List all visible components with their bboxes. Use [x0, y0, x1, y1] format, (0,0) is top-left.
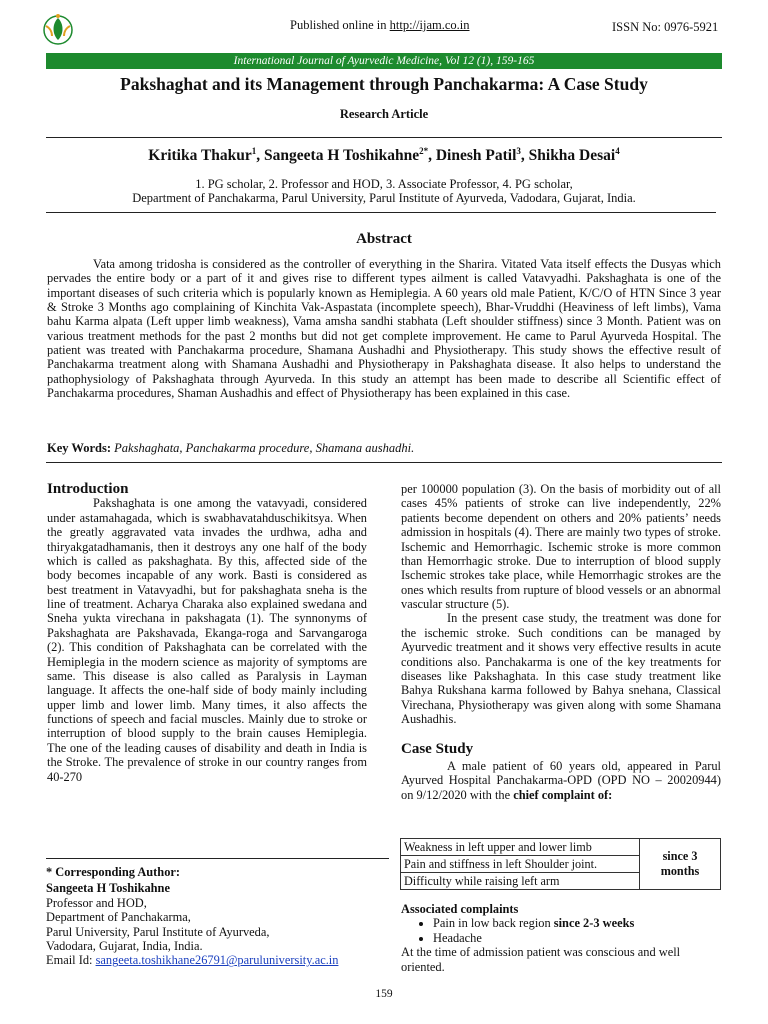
case-study-closing: At the time of admission patient was conscious and well oriented.: [401, 945, 681, 974]
divider: [46, 462, 722, 463]
author-sup: 1: [251, 146, 257, 156]
keywords: [47, 441, 414, 456]
published-online: [290, 18, 470, 33]
complaint-cell: Difficulty while raising left arm: [401, 873, 640, 890]
right-column: [401, 482, 721, 802]
journal-link[interactable]: http://ijam.co.in: [389, 18, 470, 32]
divider: [46, 137, 722, 138]
affiliations: [0, 177, 768, 205]
corresponding-email: [46, 953, 389, 967]
corresponding-line: Parul University, Parul Institute of Ayurveda,: [46, 924, 270, 939]
complaint-cell: Weakness in left upper and lower limb: [401, 839, 640, 856]
associated-complaints: [401, 902, 721, 974]
affiliation-line: Department of Panchakarma, Parul University, Parul Institute of Ayurveda, Vadodara, Gujarat, India.: [132, 191, 636, 205]
case-study-intro-bold: chief complaint of:: [513, 787, 613, 802]
divider: [46, 212, 716, 213]
corresponding-line: Department of Panchakarma,: [46, 910, 191, 925]
associated-list: [401, 916, 721, 945]
corresponding-heading: * Corresponding Author:: [46, 865, 181, 879]
associated-heading: Associated complaints: [401, 902, 519, 916]
duration-cell: since 3 months: [640, 839, 721, 890]
abstract-text: Vata among tridosha is considered as the controller of everything in the Sharira. Vitated Vata itself effects the Dusyas which pervades the entire body or a part of it and gives rise to different types ailment is called Vatavyadhi. Pakshaghata is one of the important diseases of such criteria which is popularly known as Hemiplegia. A 60 years old male Patient, K/C/O of HTN Since 3 year & Stroke 3 Months ago complaining of Kinchita Vak-Aspastata (incomplete speech), Bhar-Vruddhi (Heaviness of left limbs), Vama bahu Karma alpata (Left upper limb weakness), Vama amsha sandhi stabhata (Left shoulder stiffness) since 3 Month. Patient was on various treatment methods for the past 2 months but did not get complete improvement. He came to Parul Ayurveda Hospital. The patient was treated with Panchakarma procedure, Shamana Aushadhi and Physiotherapy. This study shows the effective result of Panchakarma treatment along with Shamana Aushadhi and Physiotherapy in Pakshaghata disease. It also helps to understand the pathophysiology of Pakshaghata through Ayurveda. In this study an attempt has been made to describe all Scientific effect of Panchakarma procedures, Shaman Aushadhis and effect of Physiotherapy has been explained in this case.: [47, 257, 721, 401]
corresponding-author: [46, 858, 389, 968]
published-prefix: Published online in: [290, 18, 390, 32]
chief-complaints-table: [400, 838, 721, 890]
author-sup: 4: [615, 146, 620, 156]
journal-logo-icon: [38, 12, 78, 48]
complaint-cell: Pain and stiffness in left Shoulder joint.: [401, 856, 640, 873]
keywords-label: Key Words:: [47, 441, 115, 455]
list-item-bold: since 2-3 weeks: [553, 916, 635, 931]
left-column: [47, 482, 367, 784]
case-study-intro-text: A male patient of 60 years old, appeared in Parul Ayurved Hospital Panchakarma-OPD (OPD NO – 20020944) on 9/12/2020 with the: [401, 758, 721, 802]
author-sep: ,: [256, 147, 265, 165]
table-row: [401, 839, 721, 856]
list-item: [433, 916, 721, 930]
issn: ISSN No: 0976-5921: [612, 20, 719, 34]
introduction-heading: Introduction: [47, 481, 129, 497]
abstract-heading: Abstract: [356, 231, 412, 247]
corresponding-name: Sangeeta H Toshikahne: [46, 881, 170, 896]
intro-paragraph: per 100000 population (3). On the basis of morbidity out of all cases 45% patients of stroke can live independently, 22% patients become dependent on others and 20% patients’ needs admission in hospitals (4). There are mainly two types of stroke. Ischemic and Hemorrhagic. Ischemic stroke is more common than Hemorrhagic stroke. Due to interruption of blood supply Ischemic strokes take place, while Hemorrhagic strokes are the ones which results from rupture of blood vessels or an abnormal vascular structure (5).: [401, 482, 721, 611]
list-item-text: Headache: [433, 930, 482, 945]
author-sep: ,: [428, 147, 436, 165]
list-item-text: Pain in low back region: [433, 916, 554, 931]
authors: [0, 146, 768, 165]
keywords-text: Pakshaghata, Panchakarma procedure, Shamana aushadhi.: [114, 441, 415, 455]
author-name: Shikha Desai: [528, 147, 616, 165]
case-study-heading: Case Study: [401, 741, 474, 758]
author-name: Kritika Thakur: [148, 147, 252, 165]
journal-band: International Journal of Ayurvedic Medicine, Vol 12 (1), 159-165: [46, 53, 722, 69]
email-label: Email Id:: [46, 953, 96, 968]
email-link[interactable]: sangeeta.toshikhane26791@paruluniversity.ac.in: [95, 953, 339, 968]
corresponding-line: Vadodara, Gujarat, India, India.: [46, 939, 203, 954]
author-name: Sangeeta H Toshikahne: [264, 147, 420, 165]
intro-paragraph: Pakshaghata is one among the vatavyadi, considered under astamahagada, which is swabhavatahduschikitsya. When the greatly aggravated vata invades the urdhwa, adha and thiryakgatadhamanis, then it destroys any one half of the body which is called as pakshaghata. By this, affected side of the body becomes incapable of any work. Basti is considered as best treatment in Vatavyadhi, but for pakshaghata sneha is the line of treatment. Acharya Charaka also explained swedana and Sneha yukta virechana in pakshagata (1). The synnonyms of Pakshaghata are Pakshavada, Ekanga-roga and Sarvangaroga (2). This condition of Pakshaghata can be correlated with the Hemiplegia in the modern science as majority of symptoms are same. This disease is also called as Paralysis in Layman language. It affects the one-half side of body mainly including upper limb and lower limb. Many times, it also affects the functions of speech and facial muscles. Mainly due to stroke or interruption of blood supply to the brain causes Hemiplegia. The one of the leading causes of disability and death in India is the Stroke. The prevalence of stroke in our country ranges from 40-270: [47, 496, 367, 784]
case-study-intro: [401, 759, 721, 802]
article-type: Research Article: [339, 107, 429, 121]
author-sep: ,: [520, 147, 529, 165]
author-sup: 2*: [419, 146, 429, 156]
corresponding-line: Professor and HOD,: [46, 895, 147, 910]
intro-paragraph: In the present case study, the treatment was done for the ischemic stroke. Such conditions can be managed by Ayurvedic treatment and it shows very effective results in acute conditions also. Panchakarma is one of the key treatments for diseases like Pakshaghata. In this case study treatment like Bahya Rukshana karma followed by Bahya snehana, Classical Virechana, Physiotherapy was given along with some Shamana Aushadhis.: [401, 611, 721, 726]
affiliation-line: 1. PG scholar, 2. Professor and HOD, 3. Associate Professor, 4. PG scholar,: [195, 177, 573, 191]
article-title: Pakshaghat and its Management through Panchakarma: A Case Study: [120, 74, 648, 94]
list-item: [433, 931, 721, 945]
author-sup: 3: [516, 146, 521, 156]
author-name: Dinesh Patil: [435, 147, 517, 165]
page-number: 159: [375, 988, 393, 1000]
